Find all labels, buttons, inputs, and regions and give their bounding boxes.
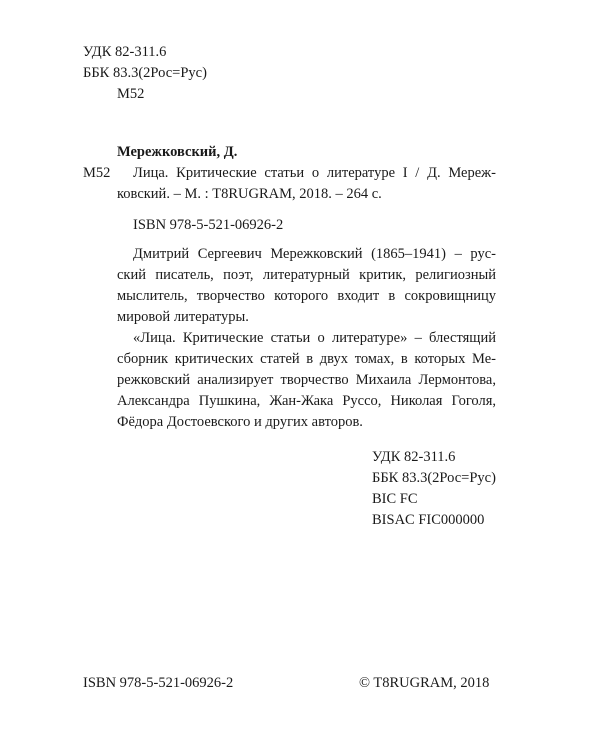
bottom-bisac: BISAC FIC000000 (372, 512, 485, 528)
author-heading: Мережковский, Д. (117, 144, 238, 160)
annotation-p2-line-1: «Лица. Критические статьи о литературе» – блестящий (133, 330, 496, 346)
annotation-p1-line-3: мыслитель, творчество которого входит в сокровищницу (117, 288, 496, 304)
top-author-mark: М52 (117, 86, 145, 102)
bottom-bic: BIC FC (372, 491, 418, 507)
footer-copyright: © T8RUGRAM, 2018 (359, 675, 490, 691)
footer-isbn: ISBN 978-5-521-06926-2 (83, 675, 234, 691)
card-title-line-2: ковский. – М. : T8RUGRAM, 2018. – 264 с. (117, 186, 382, 202)
annotation-p2-line-3: режковский анализирует творчество Михаила Лермонтова, (117, 372, 496, 388)
top-udk: УДК 82-311.6 (83, 44, 167, 60)
card-author-mark: М52 (83, 165, 111, 181)
annotation-p1-line-2: ский писатель, поэт, литературный критик, религиозный (117, 267, 496, 283)
top-bbk: ББК 83.3(2Рос=Рус) (83, 65, 207, 81)
card-title-line-1: Лица. Критические статьи о литературе I / Д. Мереж- (133, 165, 496, 181)
bottom-bbk: ББК 83.3(2Рос=Рус) (372, 470, 496, 486)
annotation-p1-line-1: Дмитрий Сергеевич Мережковский (1865–1941) – рус- (133, 246, 496, 262)
annotation-p2-line-5: Фёдора Достоевского и других авторов. (117, 414, 363, 430)
annotation-p1-line-4: мировой литературы. (117, 309, 249, 325)
annotation-p2-line-4: Александра Пушкина, Жан-Жака Руссо, Николая Гоголя, (117, 393, 496, 409)
card-isbn: ISBN 978-5-521-06926-2 (133, 217, 284, 233)
bottom-udk: УДК 82-311.6 (372, 449, 456, 465)
annotation-p2-line-2: сборник критических статей в двух томах, в которых Ме- (117, 351, 496, 367)
